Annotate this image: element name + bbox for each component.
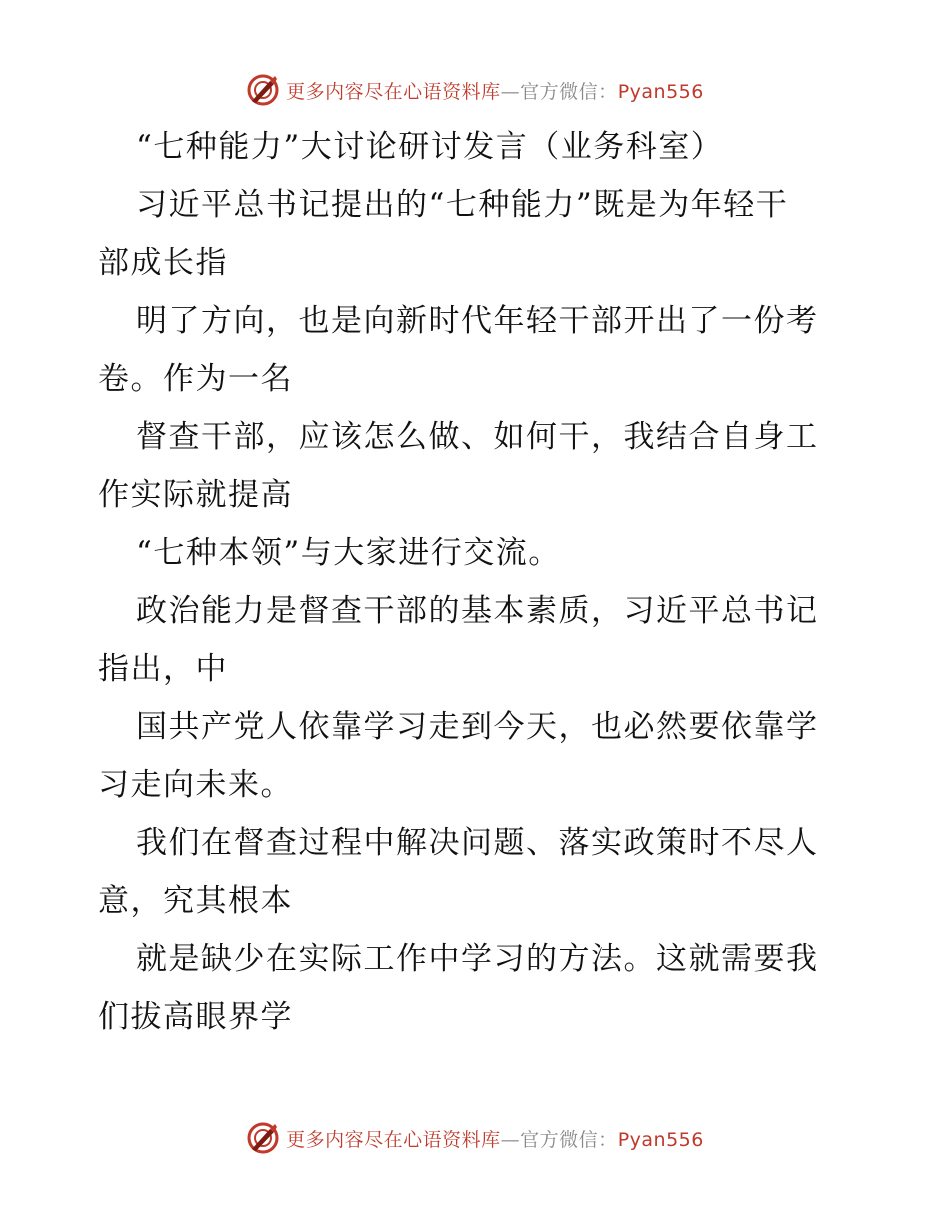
watermark-wechat-label: 官方微信： <box>520 1128 618 1151</box>
watermark-dash: — <box>500 1128 521 1151</box>
paragraph-line: 指出，中 <box>98 651 228 687</box>
paragraph-line: 督查干部，应该怎么做、如何干，我结合自身工 <box>136 419 819 455</box>
paragraph-line: 政治能力是督查干部的基本素质，习近平总书记 <box>136 593 819 629</box>
document-body <box>98 118 858 1046</box>
watermark-group <box>246 1121 704 1155</box>
paragraph-line: 部成长指 <box>98 245 228 281</box>
paragraph-line: “七种本领”与大家进行交流。 <box>136 535 561 571</box>
paragraph-line: 明了方向，也是向新时代年轻干部开出了一份考 <box>136 303 819 339</box>
paragraph-line: 卷。作为一名 <box>98 361 293 397</box>
watermark-text <box>286 77 704 104</box>
paragraph-line: 习近平总书记提出的“七种能力”既是为年轻干 <box>136 187 789 223</box>
pen-logo-icon <box>246 73 280 107</box>
document-title: “七种能力”大讨论研讨发言（业务科室） <box>136 129 724 165</box>
watermark-handle: Pyan556 <box>617 80 704 103</box>
paragraph-line: 就是缺少在实际工作中学习的方法。这就需要我 <box>136 941 819 977</box>
paragraph-line: 国共产党人依靠学习走到今天，也必然要依靠学 <box>136 709 819 745</box>
paragraph-line: 我们在督查过程中解决问题、落实政策时不尽人 <box>136 825 819 861</box>
watermark-group <box>246 73 704 107</box>
watermark-main: 更多内容尽在心语资料库 <box>286 80 501 103</box>
watermark-text <box>286 1125 704 1152</box>
header-watermark-banner <box>0 70 950 110</box>
footer-watermark-banner <box>0 1118 950 1158</box>
watermark-dash: — <box>500 80 521 103</box>
paragraph-line: 习走向未来。 <box>98 767 293 803</box>
paragraph-line: 们拔高眼界学 <box>98 999 293 1035</box>
paragraph-line: 作实际就提高 <box>98 477 293 513</box>
paragraph-line: 意，究其根本 <box>98 883 293 919</box>
watermark-main: 更多内容尽在心语资料库 <box>286 1128 501 1151</box>
watermark-wechat-label: 官方微信： <box>520 80 618 103</box>
pen-logo-icon <box>246 1121 280 1155</box>
watermark-handle: Pyan556 <box>617 1128 704 1151</box>
